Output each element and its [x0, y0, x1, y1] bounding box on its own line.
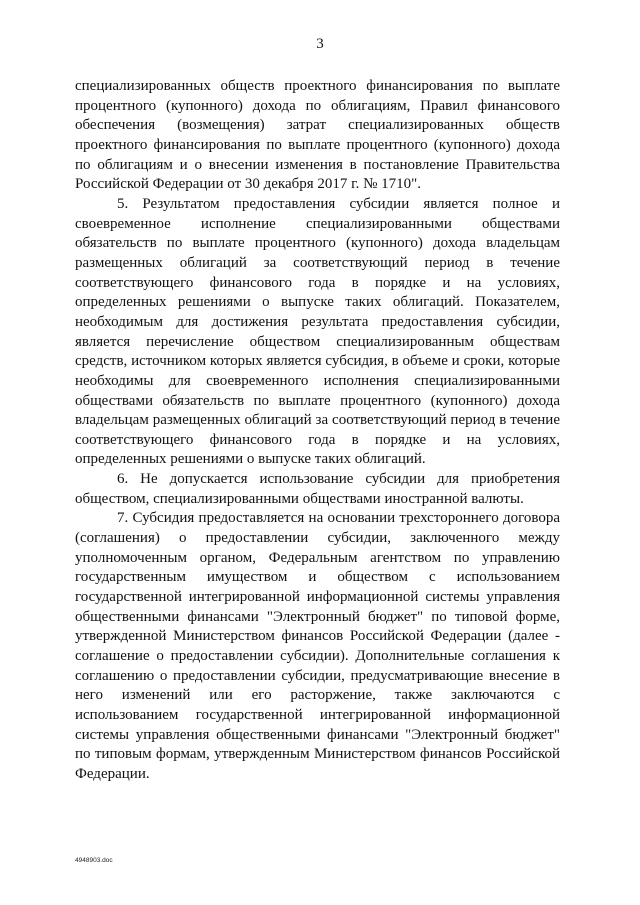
document-file-code: 4948903.doc — [75, 857, 113, 864]
paragraph-item-6: 6. Не допускается использование субсидии для приобретения обществом, специализированными обществами иностранной валюты. — [75, 471, 560, 507]
paragraph-continuation: специализированных обществ проектного финансирования по выплате процентного (купонного) дохода по облигациям, Правил финансового обеспечения (возмещения) затрат специализированных обществ проектного финансирования по выплате процентного (купонного) дохода по облигациям и о внесении изменения в постановление Правительства Российской Федерации от 30 декабря 2017 г. № 1710". — [75, 78, 560, 193]
paragraph-item-7: 7. Субсидия предоставляется на основании трехстороннего договора (соглашения) о предоставлении субсидии, заключенного между уполномоченным органом, Федеральным агентством по управлению государственным имуществом и обществом с использованием государственной интегрированной информационной системы управления общественными финансами "Электронный бюджет" по типовой форме, утвержденной Министерством финансов Российской Федерации (далее - соглашение о предоставлении субсидии). Дополнительные соглашения к соглашению о предоставлении субсидии, предусматривающие внесение в него изменений или его расторжение, также заключаются с использованием государственной интегрированной информационной системы управления общественными финансами "Электронный бюджет" по типовым формам, утвержденным Министерством финансов Российской Федерации. — [75, 510, 560, 782]
page-number: 3 — [316, 36, 324, 52]
paragraph-item-5: 5. Результатом предоставления субсидии является полное и своевременное исполнение специализированными обществами обязательств по выплате процентного (купонного) дохода владельцам размещенных облигаций за соответствующий период в течение соответствующего финансового года в порядке и на условиях, определенных решениями о выпуске таких облигаций. Показателем, необходимым для достижения результата предоставления субсидии, является перечисление обществом специализированным обществам средств, источником которых является субсидия, в объеме и сроки, которые необходимы для своевременного исполнения специализированными обществами обязательств по выплате процентного (купонного) дохода владельцам размещенных облигаций за соответствующий период в течение соответствующего финансового года в порядке и на условиях, определенных решениями о выпуске таких облигаций. — [75, 195, 560, 468]
document-body — [75, 77, 560, 785]
